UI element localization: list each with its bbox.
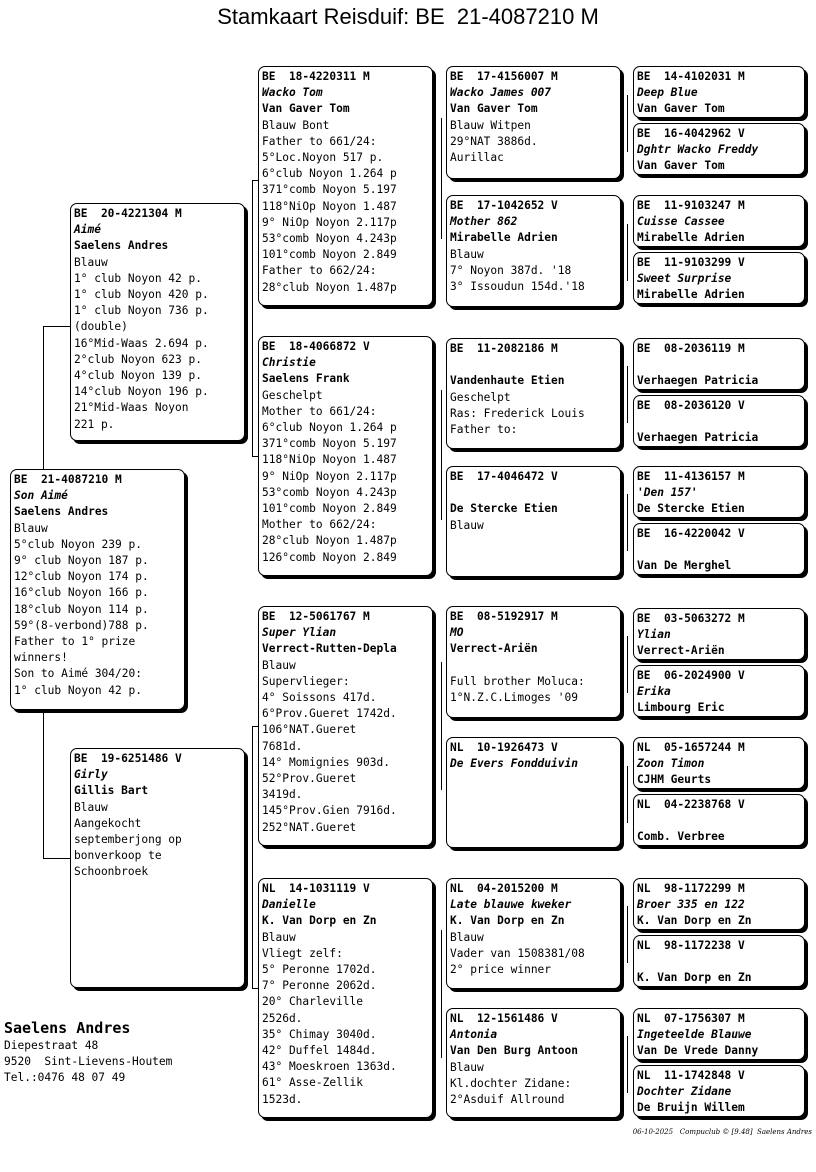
connector-line <box>627 224 628 281</box>
info-line: 4°club Noyon 139 p. <box>74 369 202 383</box>
info-line: Father to 1° prize <box>14 635 136 649</box>
pigeon-name: Broer 335 en 122 <box>637 898 745 912</box>
breeder-name: Verrect-Ariën <box>637 644 725 658</box>
breeder-name: Gillis Bart <box>74 784 149 798</box>
info-line: 7° Noyon 387d. '18 <box>450 263 572 277</box>
info-line: 252°NAT.Gueret <box>262 820 357 834</box>
ring-number: BE 08-2036119 M <box>637 342 745 355</box>
info-line: 53°comb Noyon 4.243p <box>262 232 397 246</box>
connector-line <box>441 118 442 239</box>
pigeon-card-great-grandparent[interactable] <box>446 606 621 718</box>
info-line: Father to 661/24: <box>262 134 377 148</box>
info-line: 52°Prov.Gueret <box>262 772 357 786</box>
ring-number: BE 20-4221304 M <box>74 207 182 220</box>
connector-line <box>43 326 44 470</box>
info-line: 118°NiOp Noyon 1.487 <box>262 199 397 213</box>
pigeon-name: De Evers Fondduivin <box>450 757 578 771</box>
pigeon-card-ancestor[interactable] <box>633 252 805 304</box>
connector-line <box>441 930 442 1058</box>
breeder-name: K. Van Dorp en Zn <box>450 914 565 928</box>
breeder-name: K. Van Dorp en Zn <box>637 914 752 928</box>
info-line: 1° club Noyon 736 p. <box>74 304 209 318</box>
info-line: 2526d. <box>262 1011 303 1025</box>
info-line: 61° Asse-Zellik <box>262 1076 364 1090</box>
pigeon-name: Christie <box>262 356 316 370</box>
breeder-name: Mirabelle Adrien <box>450 231 558 245</box>
info-line: Blauw <box>262 930 296 944</box>
connector-line <box>43 858 70 859</box>
info-line: Blauw <box>450 247 484 261</box>
info-line: 59°(8-verbond)788 p. <box>14 618 149 632</box>
info-line: 20° Charleville <box>262 995 364 1009</box>
pigeon-card-great-grandparent[interactable] <box>446 195 621 307</box>
ring-number: BE 11-2082186 M <box>450 342 558 355</box>
pigeon-card-ancestor[interactable] <box>633 338 805 390</box>
pigeon-card-ancestor[interactable] <box>633 123 805 175</box>
pigeon-name: Mother 862 <box>450 215 518 229</box>
breeder-name: Van De Merghel <box>637 559 732 573</box>
info-line: Blauw <box>74 255 108 269</box>
pigeon-name: Ylian <box>637 628 671 642</box>
pigeon-name: Antonia <box>450 1028 498 1042</box>
pigeon-name: MO <box>450 626 464 640</box>
info-line: 5°club Noyon 239 p. <box>14 537 142 551</box>
info-line: 106°NAT.Gueret <box>262 723 357 737</box>
ring-number: BE 17-4046472 V <box>450 470 558 483</box>
pigeon-name: Super Ylian <box>262 626 337 640</box>
ring-number: BE 11-9103247 M <box>637 199 745 212</box>
pigeon-card-ancestor[interactable] <box>633 466 805 518</box>
info-line: Vader van 1508381/08 <box>450 946 585 960</box>
breeder-name: De Bruijn Willem <box>637 1101 745 1115</box>
pigeon-card-great-grandparent[interactable] <box>446 737 621 848</box>
info-line: Geschelpt <box>262 388 323 402</box>
breeder-name: Van Gaver Tom <box>450 102 538 116</box>
info-line: 7681d. <box>262 739 303 753</box>
ring-number: NL 98-1172238 V <box>637 939 745 952</box>
pigeon-name <box>637 954 801 970</box>
pigeon-name: Girly <box>74 768 108 782</box>
info-line: 1523d. <box>262 1092 303 1106</box>
info-line: 29°NAT 3886d. <box>450 134 538 148</box>
ring-number: BE 19-6251486 V <box>74 752 182 765</box>
pigeon-card-ancestor[interactable] <box>633 523 805 575</box>
connector-line <box>627 494 628 551</box>
connector-line <box>43 326 70 327</box>
info-line: Ras: Frederick Louis <box>450 406 585 420</box>
info-line: Blauw <box>450 1060 484 1074</box>
info-line: Full brother Moluca: <box>450 674 585 688</box>
info-line: Vliegt zelf: <box>262 946 343 960</box>
ring-number: BE 18-4220311 M <box>262 70 370 83</box>
pigeon-name: 'Den 157' <box>637 486 698 500</box>
pigeon-card-ancestor[interactable] <box>633 1008 805 1060</box>
breeder-name: Van Gaver Tom <box>262 102 350 116</box>
pigeon-card-great-grandparent[interactable] <box>446 66 621 179</box>
pigeon-card-grandsire[interactable] <box>258 66 433 306</box>
ring-number: BE 06-2024900 V <box>637 669 745 682</box>
pigeon-name: Sweet Surprise <box>637 272 732 286</box>
pigeon-name: Dghtr Wacko Freddy <box>637 143 759 157</box>
pigeon-name: Son Aimé <box>14 489 68 503</box>
info-line: Blauw <box>450 930 484 944</box>
info-line: 371°comb Noyon 5.197 <box>262 437 397 451</box>
ring-number: NL 05-1657244 M <box>637 741 745 754</box>
pigeon-card-ancestor[interactable] <box>633 608 805 660</box>
pigeon-card-great-grandparent[interactable] <box>446 338 621 449</box>
page-title: Stamkaart Reisduif: BE 21-4087210 M <box>217 4 599 29</box>
ring-number: BE 21-4087210 M <box>14 473 122 486</box>
pigeon-card-ancestor[interactable] <box>633 66 805 118</box>
connector-line <box>627 1036 628 1093</box>
ring-number: NL 14-1031119 V <box>262 882 370 895</box>
pigeon-name <box>637 542 801 558</box>
breeder-name: Van De Vrede Danny <box>637 1044 759 1058</box>
ring-number: BE 16-4042962 V <box>637 127 745 140</box>
pigeon-name: Zoon Timon <box>637 757 705 771</box>
breeder-name: Verrect-Rutten-Depla <box>262 642 397 656</box>
info-line: 101°comb Noyon 2.849 <box>262 248 397 262</box>
connector-line <box>441 390 442 520</box>
ring-number: BE 08-2036120 V <box>637 399 745 412</box>
ring-number: BE 03-5063272 M <box>637 612 745 625</box>
info-line: Blauw <box>450 518 484 532</box>
info-line: 371°comb Noyon 5.197 <box>262 183 397 197</box>
ring-number: BE 12-5061767 M <box>262 610 370 623</box>
info-line: 1° club Noyon 42 p. <box>74 271 202 285</box>
info-line: 42° Duffel 1484d. <box>262 1044 377 1058</box>
pigeon-card-granddam[interactable] <box>258 336 433 576</box>
info-line: 6°club Noyon 1.264 p <box>262 421 397 435</box>
ring-number: NL 11-1742848 V <box>637 1069 745 1082</box>
info-line: 3° Issoudun 154d.'18 <box>450 280 585 294</box>
info-line: Son to Aimé 304/20: <box>14 667 142 681</box>
info-line: 43° Moeskroen 1363d. <box>262 1060 397 1074</box>
breeder-name: K. Van Dorp en Zn <box>637 971 752 985</box>
pigeon-card-dam[interactable] <box>70 748 245 988</box>
pigeon-name: Erika <box>637 685 671 699</box>
info-line: 14°club Noyon 196 p. <box>74 385 209 399</box>
pigeon-card-sire[interactable] <box>70 203 245 441</box>
info-line: 4° Soissons 417d. <box>262 691 377 705</box>
owner-phone: Tel.:0476 48 07 49 <box>4 1071 126 1084</box>
info-line: 1° club Noyon 42 p. <box>14 683 142 697</box>
info-line: 126°comb Noyon 2.849 <box>262 550 397 564</box>
ring-number: BE 14-4102031 M <box>637 70 745 83</box>
breeder-name: Comb. Verbree <box>637 830 725 844</box>
breeder-name: Verhaegen Patricia <box>637 431 759 445</box>
info-line: 1°N.Z.C.Limoges '09 <box>450 691 578 705</box>
connector-line <box>627 95 628 152</box>
connector-line <box>252 726 253 988</box>
owner-name: Saelens Andres <box>4 1019 131 1037</box>
ring-number: BE 17-4156007 M <box>450 70 558 83</box>
info-line: Schoonbroek <box>74 865 149 879</box>
info-line: Blauw Bont <box>262 118 330 132</box>
breeder-name: Saelens Andres <box>14 505 109 519</box>
info-line: (double) <box>74 320 128 334</box>
breeder-name: De Stercke Etien <box>450 502 558 516</box>
info-line: 21°Mid-Waas Noyon <box>74 401 189 415</box>
owner-city: 9520 Sint-Lievens-Houtem <box>4 1055 173 1068</box>
breeder-name: De Stercke Etien <box>637 502 745 516</box>
pigeon-name: Cuisse Cassee <box>637 215 725 229</box>
info-line: 1° club Noyon 420 p. <box>74 288 209 302</box>
breeder-name: Verrect-Ariën <box>450 642 538 656</box>
breeder-name: Saelens Andres <box>74 239 169 253</box>
info-line: Geschelpt <box>450 390 511 404</box>
pigeon-name: Deep Blue <box>637 86 698 100</box>
connector-line <box>627 766 628 823</box>
pigeon-card-grandsire[interactable] <box>258 606 433 846</box>
info-line: Blauw Witpen <box>450 118 531 132</box>
ring-number: NL 04-2238768 V <box>637 798 745 811</box>
breeder-name: Mirabelle Adrien <box>637 288 745 302</box>
info-line: Blauw <box>14 521 48 535</box>
info-line: Aangekocht <box>74 816 142 830</box>
info-line: Blauw <box>262 658 296 672</box>
info-line: winners! <box>14 651 68 665</box>
pigeon-card-granddam[interactable] <box>258 878 433 1118</box>
pigeon-name <box>450 485 617 501</box>
info-line: Father to: <box>450 423 518 437</box>
pigeon-name <box>637 813 801 829</box>
info-line: bonverkoop te <box>74 849 162 863</box>
ring-number: NL 07-1756307 M <box>637 1012 745 1025</box>
info-line: 2°club Noyon 623 p. <box>74 352 202 366</box>
info-line: Blauw <box>74 800 108 814</box>
pigeon-name: Aimé <box>74 223 101 237</box>
ring-number: NL 10-1926473 V <box>450 741 558 754</box>
pigeon-name: Dochter Zidane <box>637 1085 732 1099</box>
owner-address: Diepestraat 48 <box>4 1039 99 1052</box>
breeder-name: Van Gaver Tom <box>637 102 725 116</box>
info-line: 145°Prov.Gien 7916d. <box>262 804 397 818</box>
info-line: 16°club Noyon 166 p. <box>14 586 149 600</box>
pigeon-card-ancestor[interactable] <box>633 395 805 447</box>
breeder-name: Mirabelle Adrien <box>637 231 745 245</box>
pigeon-card-great-grandparent[interactable] <box>446 878 621 989</box>
breeder-name: Van Gaver Tom <box>637 159 725 173</box>
info-line: 12°club Noyon 174 p. <box>14 570 149 584</box>
pigeon-card-ancestor[interactable] <box>633 195 805 247</box>
pigeon-name: Wacko Tom <box>262 86 323 100</box>
breeder-name: Vandenhaute Etien <box>450 374 565 388</box>
info-line: Aurillac <box>450 151 504 165</box>
info-line: 28°club Noyon 1.487p <box>262 534 397 548</box>
pigeon-name <box>637 357 801 373</box>
pigeon-card-great-grandparent[interactable] <box>446 466 621 577</box>
breeder-name: Saelens Frank <box>262 372 350 386</box>
ring-number: BE 08-5192917 M <box>450 610 558 623</box>
info-line: 2°Asduif Allround <box>450 1093 565 1107</box>
info-line: 16°Mid-Waas 2.694 p. <box>74 336 209 350</box>
connector-line <box>441 662 442 790</box>
ring-number: NL 04-2015200 M <box>450 882 558 895</box>
info-line: 53°comb Noyon 4.243p <box>262 485 397 499</box>
pigeon-card-ancestor[interactable] <box>633 665 805 717</box>
info-line: 2° price winner <box>450 963 552 977</box>
info-line <box>450 658 617 674</box>
owner-block <box>4 1018 172 1086</box>
ring-number: NL 98-1172299 M <box>637 882 745 895</box>
info-line: Mother to 661/24: <box>262 404 377 418</box>
connector-line <box>43 710 44 858</box>
pigeon-card-subject[interactable] <box>10 469 185 710</box>
breeder-name: CJHM Geurts <box>637 773 712 787</box>
info-line: 18°club Noyon 114 p. <box>14 602 149 616</box>
connector-line <box>627 906 628 963</box>
pigeon-card-ancestor[interactable] <box>633 935 805 987</box>
info-line: 5°Loc.Noyon 517 p. <box>262 151 384 165</box>
info-line: 118°NiOp Noyon 1.487 <box>262 453 397 467</box>
pigeon-name: Danielle <box>262 898 316 912</box>
breeder-name: Van Den Burg Antoon <box>450 1044 578 1058</box>
breeder-name: K. Van Dorp en Zn <box>262 914 377 928</box>
ring-number: BE 11-9103299 V <box>637 256 745 269</box>
breeder-name: Limbourg Eric <box>637 701 725 715</box>
pigeon-card-ancestor[interactable] <box>633 794 805 846</box>
info-line: Mother to 662/24: <box>262 518 377 532</box>
ring-number: BE 16-4220042 V <box>637 527 745 540</box>
connector-line <box>627 366 628 423</box>
info-line: 9° club Noyon 187 p. <box>14 554 149 568</box>
connector-line <box>627 636 628 693</box>
info-line: 101°comb Noyon 2.849 <box>262 502 397 516</box>
info-line: 35° Chimay 3040d. <box>262 1027 377 1041</box>
pigeon-card-ancestor[interactable] <box>633 878 805 930</box>
info-line: 9° NiOp Noyon 2.117p <box>262 469 397 483</box>
pigeon-name <box>450 357 617 373</box>
ring-number: BE 18-4066872 V <box>262 340 370 353</box>
footer-credit: 06-10-2025 Compuclub © [9.48] Saelens Andres <box>632 1128 812 1136</box>
info-line: 9° NiOp Noyon 2.117p <box>262 215 397 229</box>
connector-line <box>252 180 253 456</box>
ring-number: NL 12-1561486 V <box>450 1012 558 1025</box>
pigeon-card-great-grandparent[interactable] <box>446 1008 621 1118</box>
info-line: 7° Peronne 2062d. <box>262 979 377 993</box>
info-line: 5° Peronne 1702d. <box>262 963 377 977</box>
ring-number: BE 11-4136157 M <box>637 470 745 483</box>
info-line: 3419d. <box>262 788 303 802</box>
pigeon-name: Wacko James 007 <box>450 86 552 100</box>
info-line: Supervlieger: <box>262 674 350 688</box>
pigeon-card-ancestor[interactable] <box>633 1065 805 1117</box>
pigeon-name: Ingeteelde Blauwe <box>637 1028 752 1042</box>
info-line: 221 p. <box>74 417 115 431</box>
info-line: 6°Prov.Gueret 1742d. <box>262 707 397 721</box>
info-line: 28°club Noyon 1.487p <box>262 280 397 294</box>
info-line: Father to 662/24: <box>262 264 377 278</box>
ring-number: BE 17-1042652 V <box>450 199 558 212</box>
info-line: 14° Momignies 903d. <box>262 755 390 769</box>
breeder-name: Verhaegen Patricia <box>637 374 759 388</box>
pigeon-card-ancestor[interactable] <box>633 737 805 789</box>
pigeon-name <box>637 414 801 430</box>
info-line: Kl.dochter Zidane: <box>450 1076 572 1090</box>
info-line: 6°club Noyon 1.264 p <box>262 167 397 181</box>
info-line: septemberjong op <box>74 833 182 847</box>
pigeon-name: Late blauwe kweker <box>450 898 572 912</box>
breeder-name <box>450 772 617 788</box>
